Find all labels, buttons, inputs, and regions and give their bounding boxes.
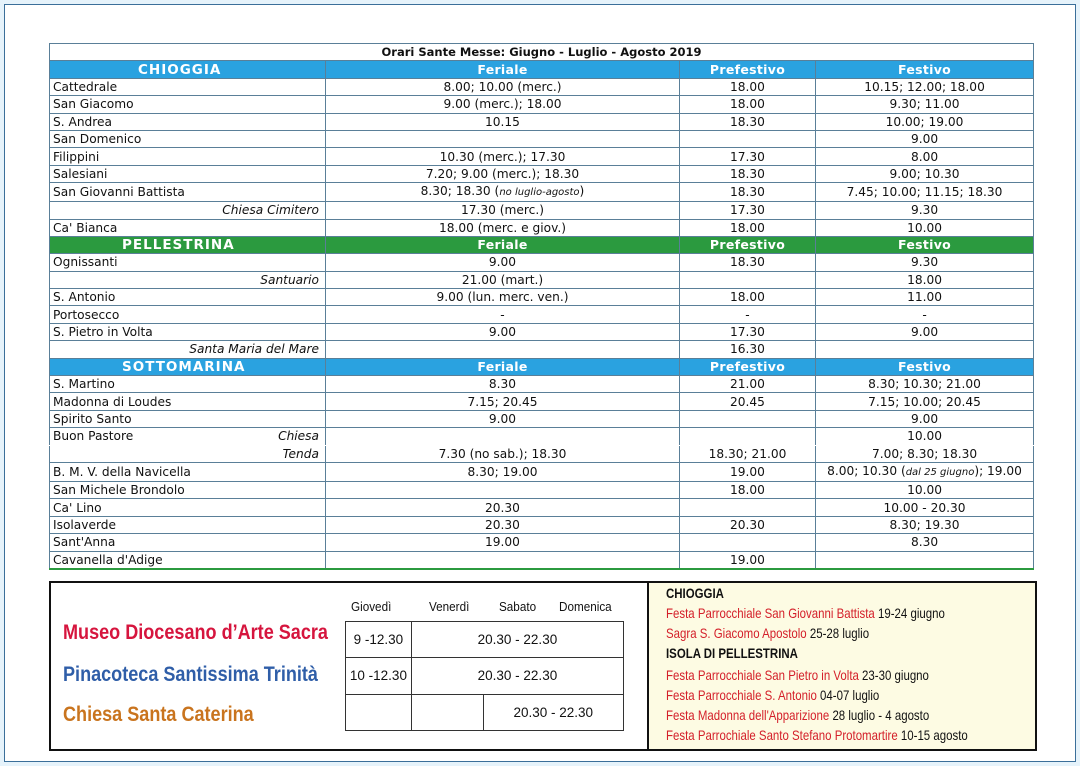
events-group-heading: ISOLA DI PELLESTRINA <box>666 646 798 661</box>
church-name: B. M. V. della Navicella <box>50 462 326 481</box>
feriale-time-main: 8.30; 18.30 ( <box>420 184 500 199</box>
feriale-time: 7.20; 9.00 (merc.); 18.30 <box>326 165 680 182</box>
event-dates: 10-15 agosto <box>900 728 968 743</box>
church-name: Isolaverde <box>50 516 326 533</box>
feriale-time <box>326 130 680 147</box>
event-item <box>666 728 968 743</box>
event-item <box>666 668 929 683</box>
prefestivo-time: 19.00 <box>680 462 816 481</box>
table-row <box>50 516 1034 533</box>
museum-hours-panel <box>51 583 649 749</box>
prefestivo-time: 18.30 <box>680 165 816 182</box>
church-name: Chiesa Cimitero <box>50 202 326 219</box>
feriale-time: 8.00; 10.00 (merc.) <box>326 78 680 95</box>
festivo-time: 7.15; 10.00; 20.45 <box>816 393 1034 410</box>
column-header-festivo: Festivo <box>816 61 1034 78</box>
festivo-time: 11.00 <box>816 289 1034 306</box>
table-row <box>50 183 1034 202</box>
church-name: Spirito Santo <box>50 410 326 427</box>
festivo-time: 18.00 <box>816 271 1034 288</box>
festivo-time: 9.30 <box>816 254 1034 271</box>
table-row <box>50 323 1034 340</box>
column-header-prefestivo: Prefestivo <box>680 358 816 375</box>
church-name: Cattedrale <box>50 78 326 95</box>
table-row <box>50 445 1034 462</box>
church-name: Ca' Bianca <box>50 219 326 236</box>
festivo-time: 10.00 <box>816 481 1034 498</box>
festivo-time: 9.00 <box>816 410 1034 427</box>
festivo-time: 8.30 <box>816 534 1034 551</box>
event-name: Festa Parrocchiale San Pietro in Volta <box>666 668 859 683</box>
table-row <box>50 219 1034 236</box>
table-row <box>50 289 1034 306</box>
festivo-time: 8.30; 19.30 <box>816 516 1034 533</box>
feriale-time: 21.00 (mart.) <box>326 271 680 288</box>
church-name: S. Andrea <box>50 113 326 130</box>
weekend-hours: 20.30 - 22.30 <box>411 622 623 658</box>
event-name: Festa Madonna dell'Apparizione <box>666 708 830 723</box>
event-dates: 28 luglio - 4 agosto <box>832 708 930 723</box>
prefestivo-time: 16.30 <box>680 341 816 358</box>
church-name: San Michele Brondolo <box>50 481 326 498</box>
church-name: San Giacomo <box>50 96 326 113</box>
schedule-page <box>4 4 1076 762</box>
mass-schedule-table <box>49 43 1034 570</box>
thursday-hours: 10 -12.30 <box>346 658 412 694</box>
church-name: Cavanella d'Adige <box>50 551 326 569</box>
festivo-time: 9.30 <box>816 202 1034 219</box>
church-name: Sant'Anna <box>50 534 326 551</box>
prefestivo-time: 18.00 <box>680 96 816 113</box>
festivo-time: 10.00 <box>816 219 1034 236</box>
museum-hours-table <box>345 621 624 731</box>
day-label-sunday: Domenica <box>559 599 612 614</box>
festivo-time-note: dal 25 giugno <box>905 466 975 478</box>
feriale-time <box>326 481 680 498</box>
bottom-panel <box>49 581 1037 751</box>
feriale-time: 8.30; 19.00 <box>326 462 680 481</box>
prefestivo-time: 18.30; 21.00 <box>680 445 816 462</box>
table-row <box>50 202 1034 219</box>
table-row <box>50 271 1034 288</box>
table-row <box>50 96 1034 113</box>
table-row <box>50 534 1034 551</box>
table-row <box>50 376 1034 393</box>
column-header-feriale: Feriale <box>326 358 680 375</box>
church-name: San Domenico <box>50 130 326 147</box>
church-name: Madonna di Loudes <box>50 393 326 410</box>
festivo-time: 9.00; 10.30 <box>816 165 1034 182</box>
events-group-heading: CHIOGGIA <box>666 586 724 601</box>
prefestivo-time: 18.30 <box>680 254 816 271</box>
prefestivo-time: 18.30 <box>680 113 816 130</box>
section-name: CHIOGGIA <box>50 61 326 78</box>
feriale-time: 20.30 <box>326 516 680 533</box>
festivo-time: 9.00 <box>816 130 1034 147</box>
prefestivo-time <box>680 410 816 427</box>
column-header-festivo: Festivo <box>816 236 1034 253</box>
table-row <box>50 113 1034 130</box>
church-name: Santuario <box>50 271 326 288</box>
festivo-time: 10.00; 19.00 <box>816 113 1034 130</box>
festivo-time: - <box>816 306 1034 323</box>
church-name: S. Antonio <box>50 289 326 306</box>
table-row <box>50 551 1034 569</box>
event-name: Sagra S. Giacomo Apostolo <box>666 626 807 641</box>
events-panel <box>649 583 1035 749</box>
festivo-time: 10.00 - 20.30 <box>816 499 1034 516</box>
festivo-time <box>816 341 1034 358</box>
table-row <box>50 410 1034 427</box>
festivo-time <box>816 551 1034 569</box>
table-title-row <box>50 44 1034 61</box>
day-label-thursday: Giovedì <box>351 599 392 614</box>
festivo-time: 10.00 <box>816 428 1034 445</box>
feriale-time <box>326 183 680 202</box>
church-name: Portosecco <box>50 306 326 323</box>
feriale-time: 9.00 (lun. merc. ven.) <box>326 289 680 306</box>
festivo-time-main: 8.00; 10.30 ( <box>827 463 906 478</box>
festivo-time: 8.30; 10.30; 21.00 <box>816 376 1034 393</box>
column-header-feriale: Feriale <box>326 61 680 78</box>
event-item <box>666 688 879 703</box>
table-row <box>50 130 1034 147</box>
feriale-time: 10.15 <box>326 113 680 130</box>
thursday-hours: 9 -12.30 <box>346 622 412 658</box>
feriale-time: 9.00 <box>326 323 680 340</box>
prefestivo-time: 18.00 <box>680 481 816 498</box>
museum-name-diocesano: Museo Diocesano d’Arte Sacra <box>63 621 328 644</box>
feriale-time: 17.30 (merc.) <box>326 202 680 219</box>
section-name: SOTTOMARINA <box>50 358 326 375</box>
table-row <box>50 341 1034 358</box>
prefestivo-time: 21.00 <box>680 376 816 393</box>
feriale-time <box>326 428 680 445</box>
table-row <box>50 148 1034 165</box>
event-dates: 23-30 giugno <box>862 668 929 683</box>
feriale-time: 19.00 <box>326 534 680 551</box>
section-name: PELLESTRINA <box>50 236 326 253</box>
festivo-time: 9.00 <box>816 323 1034 340</box>
festivo-time: 7.45; 10.00; 11.15; 18.30 <box>816 183 1034 202</box>
event-item <box>666 708 929 723</box>
festivo-time: 9.30; 11.00 <box>816 96 1034 113</box>
festivo-time <box>816 462 1034 481</box>
church-name: S. Pietro in Volta <box>50 323 326 340</box>
table-row <box>346 622 624 658</box>
event-dates: 25-28 luglio <box>809 626 870 641</box>
table-row <box>50 393 1034 410</box>
prefestivo-time: 17.30 <box>680 323 816 340</box>
weekend-hours: 20.30 - 22.30 <box>411 658 623 694</box>
feriale-time: 9.00 (merc.); 18.00 <box>326 96 680 113</box>
church-name: S. Martino <box>50 376 326 393</box>
table-row <box>50 165 1034 182</box>
prefestivo-time: 19.00 <box>680 551 816 569</box>
feriale-time-note: no luglio-agosto <box>499 187 580 199</box>
prefestivo-time: 17.30 <box>680 148 816 165</box>
prefestivo-time: 18.00 <box>680 289 816 306</box>
feriale-time: 10.30 (merc.); 17.30 <box>326 148 680 165</box>
day-label-saturday: Sabato <box>499 599 537 614</box>
church-subname: Tenda <box>50 445 326 462</box>
prefestivo-time: 18.30 <box>680 183 816 202</box>
feriale-time: 20.30 <box>326 499 680 516</box>
church-subname: Chiesa <box>278 429 319 444</box>
festivo-time: 8.00 <box>816 148 1034 165</box>
column-header-prefestivo: Prefestivo <box>680 61 816 78</box>
event-dates: 04-07 luglio <box>820 688 880 703</box>
event-name: Festa Parrocchiale San Giovanni Battista <box>666 606 875 621</box>
weekend-hours: 20.30 - 22.30 <box>483 694 624 730</box>
prefestivo-time <box>680 271 816 288</box>
prefestivo-time: 18.00 <box>680 78 816 95</box>
event-name: Festa Parrochiale Santo Stefano Protomartire <box>666 728 898 743</box>
feriale-time <box>326 341 680 358</box>
church-name: Filippini <box>50 148 326 165</box>
feriale-time: 7.15; 20.45 <box>326 393 680 410</box>
section-header-pellestrina <box>50 236 1034 253</box>
prefestivo-time: 20.45 <box>680 393 816 410</box>
prefestivo-time: - <box>680 306 816 323</box>
friday-hours <box>411 694 483 730</box>
event-dates: 19-24 giugno <box>877 606 945 621</box>
church-name: Santa Maria del Mare <box>50 341 326 358</box>
feriale-time: 7.30 (no sab.); 18.30 <box>326 445 680 462</box>
festivo-time: 10.15; 12.00; 18.00 <box>816 78 1034 95</box>
section-header-sottomarina <box>50 358 1034 375</box>
festivo-time: 7.00; 8.30; 18.30 <box>816 445 1034 462</box>
church-name: Ca' Lino <box>50 499 326 516</box>
column-header-feriale: Feriale <box>326 236 680 253</box>
table-row <box>50 481 1034 498</box>
church-name-main: Buon Pastore <box>53 429 134 444</box>
church-name: Ognissanti <box>50 254 326 271</box>
table-row <box>50 254 1034 271</box>
prefestivo-time <box>680 534 816 551</box>
table-row <box>50 78 1034 95</box>
church-name: San Giovanni Battista <box>50 183 326 202</box>
museum-name-pinacoteca: Pinacoteca Santissima Trinità <box>63 663 318 686</box>
prefestivo-time: 18.00 <box>680 219 816 236</box>
column-header-festivo: Festivo <box>816 358 1034 375</box>
church-name <box>50 428 326 445</box>
section-header-chioggia <box>50 61 1034 78</box>
table-title: Orari Sante Messe: Giugno - Luglio - Agosto 2019 <box>50 44 1034 61</box>
event-item <box>666 606 945 621</box>
feriale-time <box>326 551 680 569</box>
table-row <box>50 306 1034 323</box>
table-row <box>50 428 1034 445</box>
column-header-prefestivo: Prefestivo <box>680 236 816 253</box>
feriale-time: 9.00 <box>326 410 680 427</box>
prefestivo-time <box>680 130 816 147</box>
feriale-time: - <box>326 306 680 323</box>
prefestivo-time <box>680 428 816 445</box>
feriale-time-end: ) <box>579 184 585 199</box>
feriale-time: 18.00 (merc. e giov.) <box>326 219 680 236</box>
museum-name-santa-caterina: Chiesa Santa Caterina <box>63 703 254 726</box>
festivo-time-end: ); 19.00 <box>974 463 1022 478</box>
feriale-time: 8.30 <box>326 376 680 393</box>
prefestivo-time: 17.30 <box>680 202 816 219</box>
table-row <box>346 694 624 730</box>
table-row <box>50 499 1034 516</box>
day-label-friday: Venerdì <box>429 599 470 614</box>
table-row <box>346 658 624 694</box>
table-row <box>50 462 1034 481</box>
prefestivo-time: 20.30 <box>680 516 816 533</box>
event-item <box>666 626 869 641</box>
feriale-time: 9.00 <box>326 254 680 271</box>
event-name: Festa Parrocchiale S. Antonio <box>666 688 817 703</box>
prefestivo-time <box>680 499 816 516</box>
thursday-hours <box>346 694 412 730</box>
church-name: Salesiani <box>50 165 326 182</box>
